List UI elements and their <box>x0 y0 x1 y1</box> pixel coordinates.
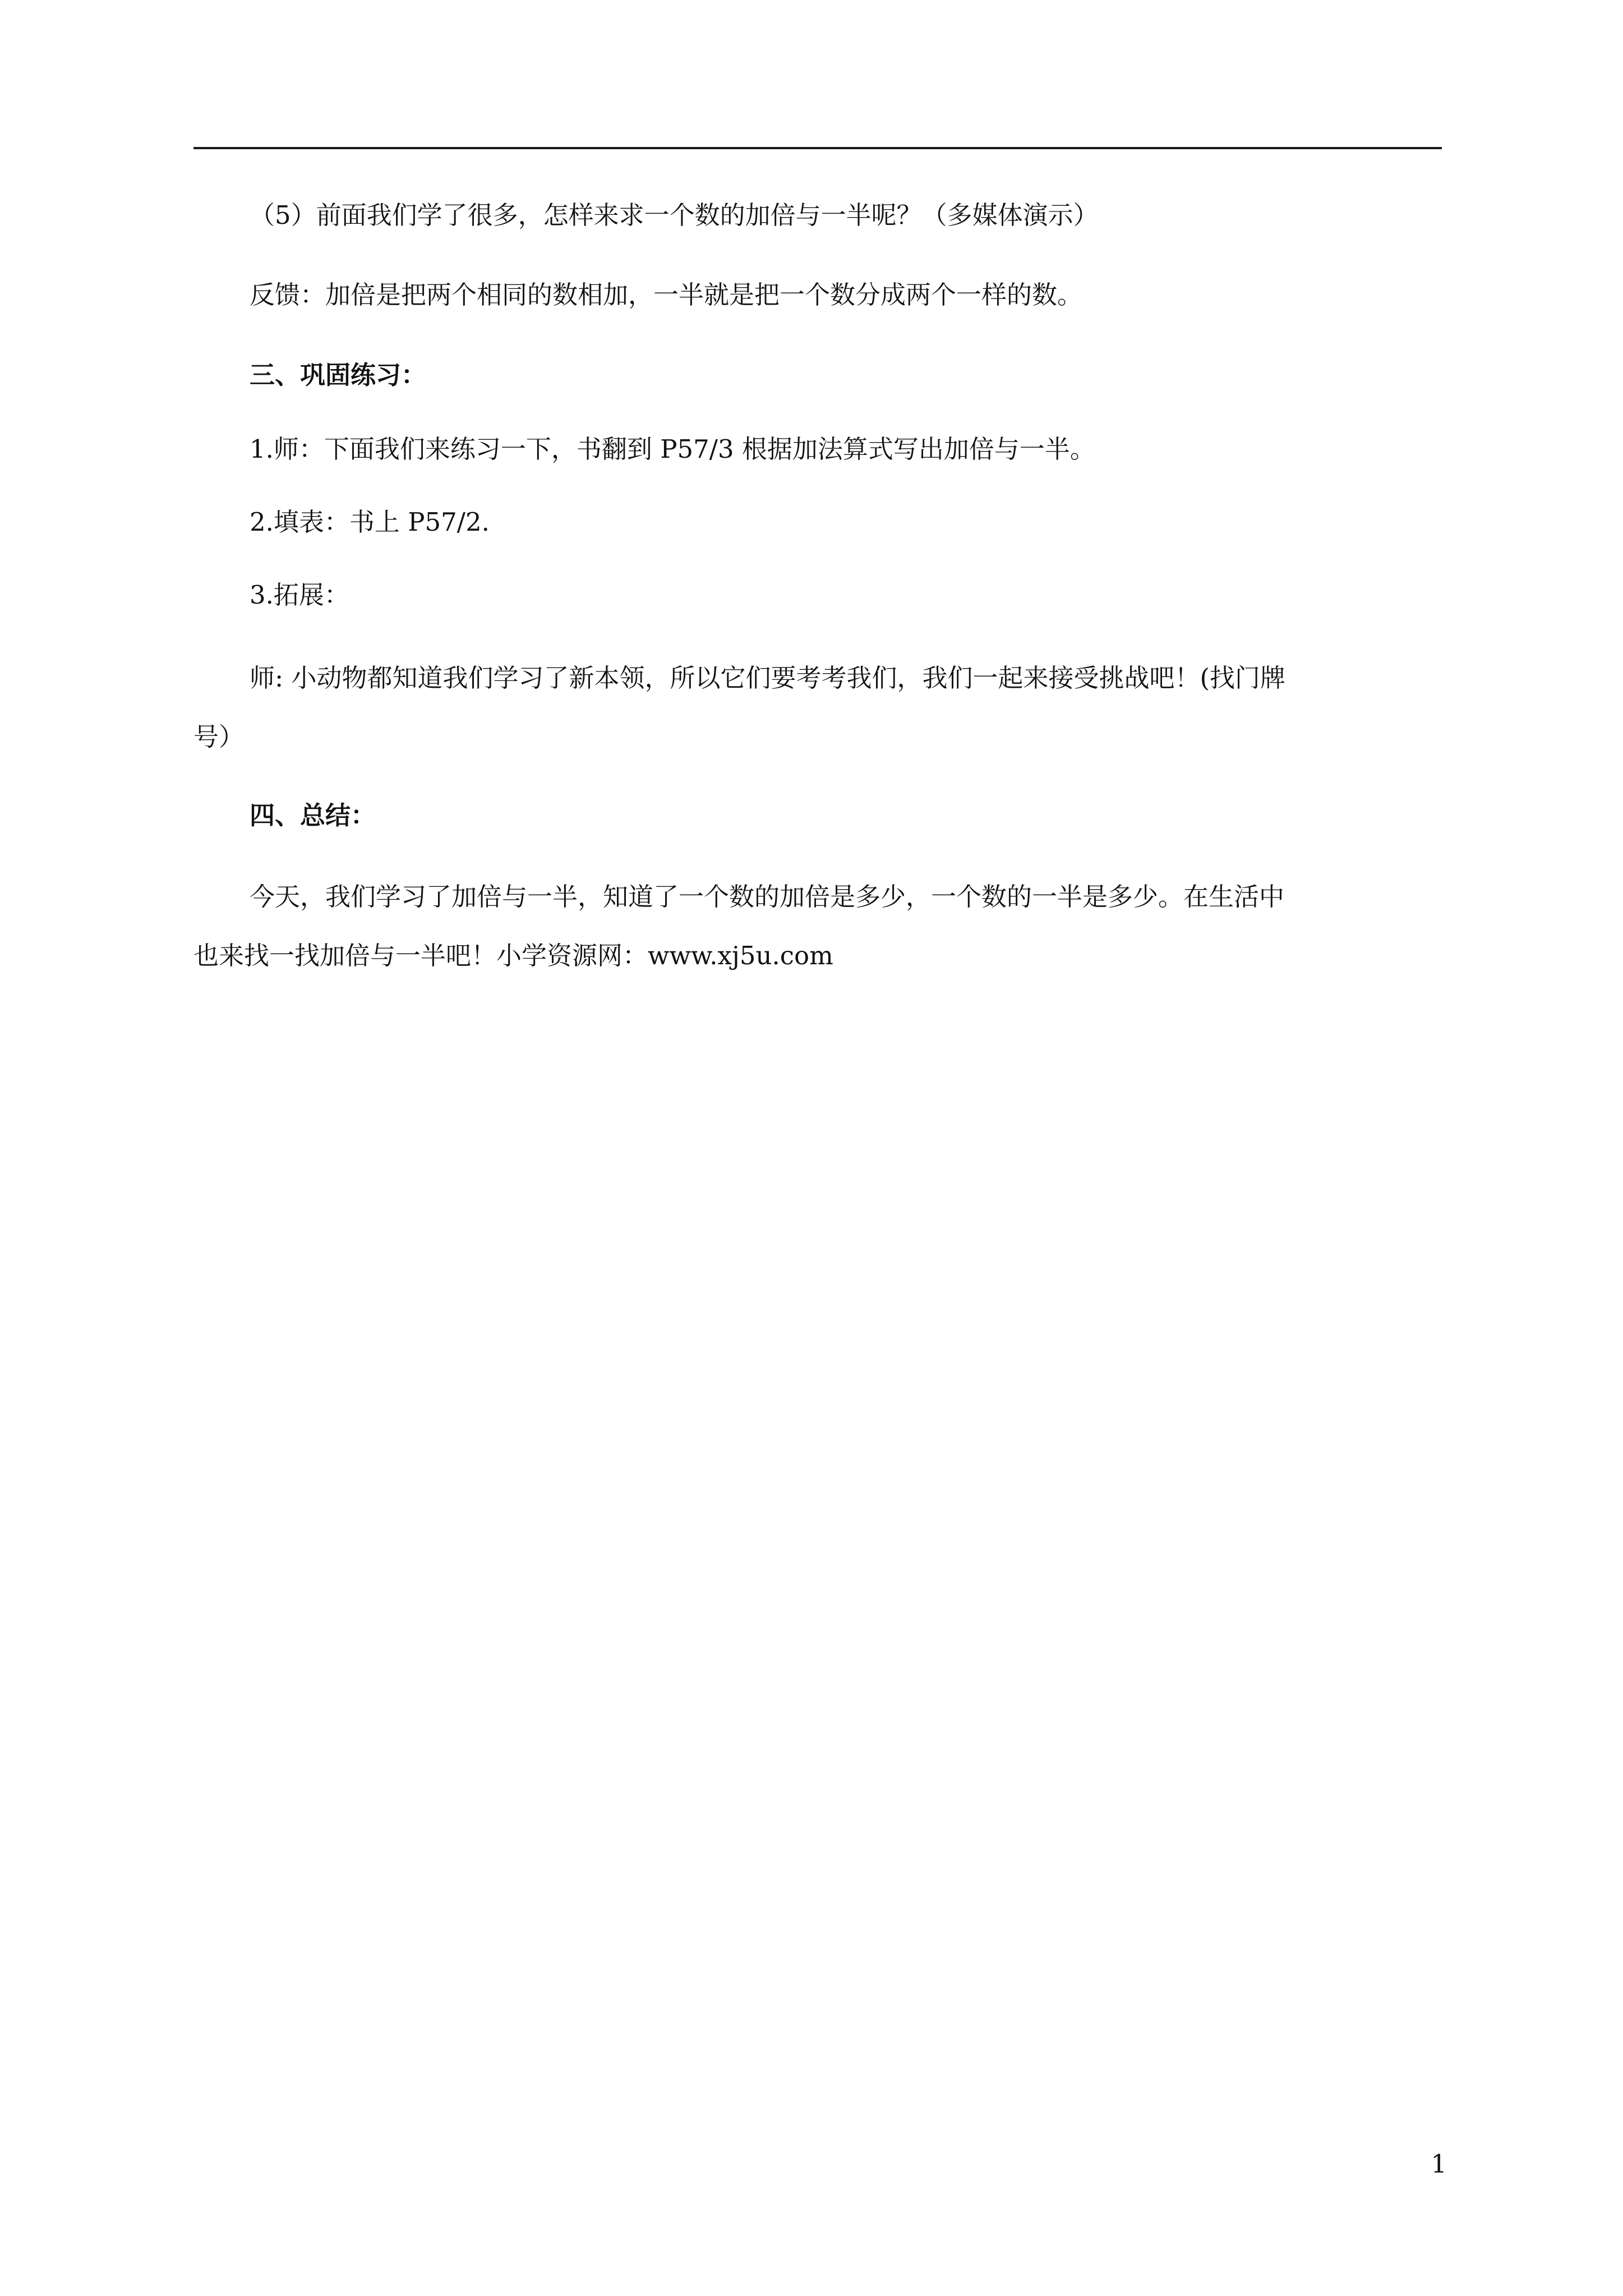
header-rule <box>193 147 1442 149</box>
section-heading-summary: 四、总结： <box>250 800 376 830</box>
paragraph-line-1: （5）前面我们学了很多，怎样来求一个数的加倍与一半呢？（多媒体演示） <box>250 200 1099 230</box>
section-heading-practice: 三、巩固练习： <box>250 360 427 390</box>
paragraph-line-5: 3.拓展： <box>250 580 349 610</box>
paragraph-line-7: 号） <box>193 722 245 752</box>
paragraph-line-8: 今天，我们学习了加倍与一半，知道了一个数的加倍是多少，一个数的一半是多少。在生活中 <box>250 882 1285 912</box>
paragraph-line-4: 2.填表：书上 P57/2. <box>250 507 490 537</box>
page-number: 1 <box>1431 2149 1447 2179</box>
paragraph-line-2: 反馈：加倍是把两个相同的数相加，一半就是把一个数分成两个一样的数。 <box>250 280 1083 310</box>
paragraph-line-9: 也来找一找加倍与一半吧！小学资源网：www.xj5u.com <box>193 941 833 970</box>
paragraph-line-6: 师: 小动物都知道我们学习了新本领，所以它们要考考我们，我们一起来接受挑战吧！(找门牌 <box>250 663 1286 693</box>
paragraph-line-3: 1.师：下面我们来练习一下，书翻到 P57/3 根据加法算式写出加倍与一半。 <box>250 434 1095 464</box>
